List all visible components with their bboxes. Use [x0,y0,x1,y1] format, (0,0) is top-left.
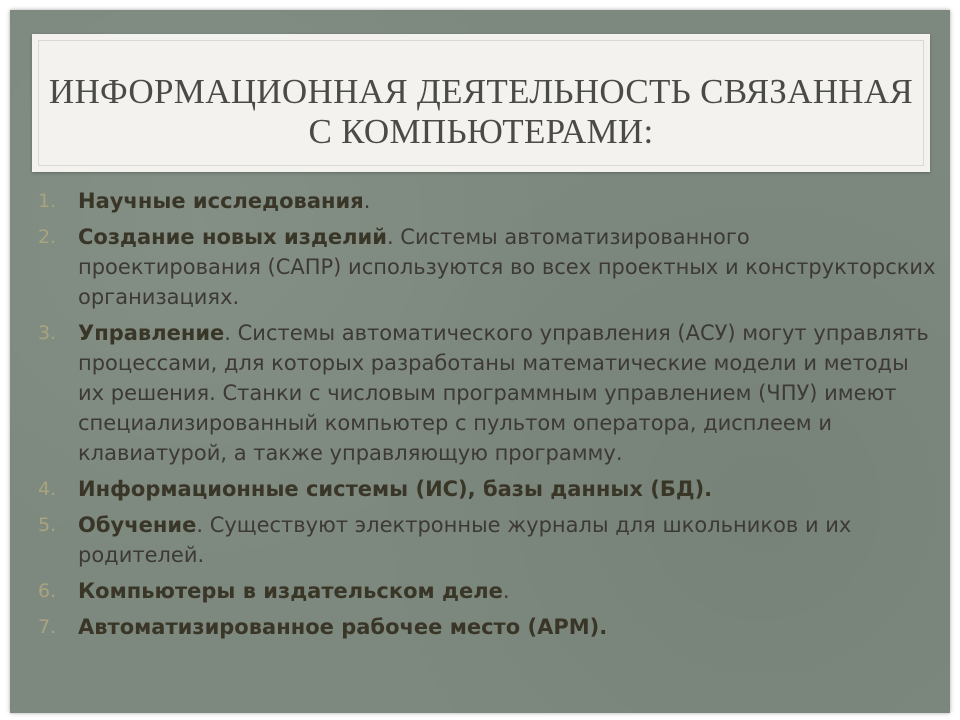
list-item [38,186,938,216]
title-box [32,34,930,172]
list-item-heading: Обучение [78,513,197,537]
list-number: 2. [38,226,57,248]
list-number: 7. [38,616,57,638]
list-item-heading: Создание новых изделий [78,225,387,249]
list-item [38,576,938,606]
list-item-text: . Системы автоматизированного проектирования (САПР) используются во всех проектных и конструкторских организациях. [78,225,936,309]
list-item-text: . Системы автоматического управления (АСУ) могут управлять процессами, для которых разработаны математические модели и методы их решения. Станки с числовым программным управлением (ЧПУ) имеют специализированный компьютер с пультом оператора, дисплеем и клавиатурой, а также управляющую программу. [78,321,929,465]
list-item-heading: Научные исследования [78,189,364,213]
slide-title-line-2: С КОМПЬЮТЕРАМИ: [308,112,654,151]
slide [10,10,950,713]
slide-title [32,72,930,152]
list-number: 3. [38,322,57,344]
list-item-text: . [502,579,510,603]
list-number: 4. [38,478,57,500]
list-number: 1. [38,190,57,212]
list-number: 5. [38,514,57,536]
list-item [38,510,938,570]
slide-title-line-1: ИНФОРМАЦИОННАЯ ДЕЯТЕЛЬНОСТЬ СВЯЗАННАЯ [48,72,914,111]
list-item [38,474,938,504]
list-item [38,318,938,468]
list-number: 6. [38,580,57,602]
list-item-text: . Существуют электронные журналы для школьников и их родителей. [78,513,852,567]
list-item-heading: Автоматизированное рабочее место (АРМ). [78,615,608,639]
list-item-heading: Информационные системы (ИС), базы данных (БД). [78,477,713,501]
list-item-heading: Управление [78,321,225,345]
list-item-heading: Компьютеры в издательском деле [78,579,503,603]
list-item [38,222,938,312]
list-item-text: . [363,189,371,213]
list-item [38,612,938,642]
numbered-list [38,186,938,648]
